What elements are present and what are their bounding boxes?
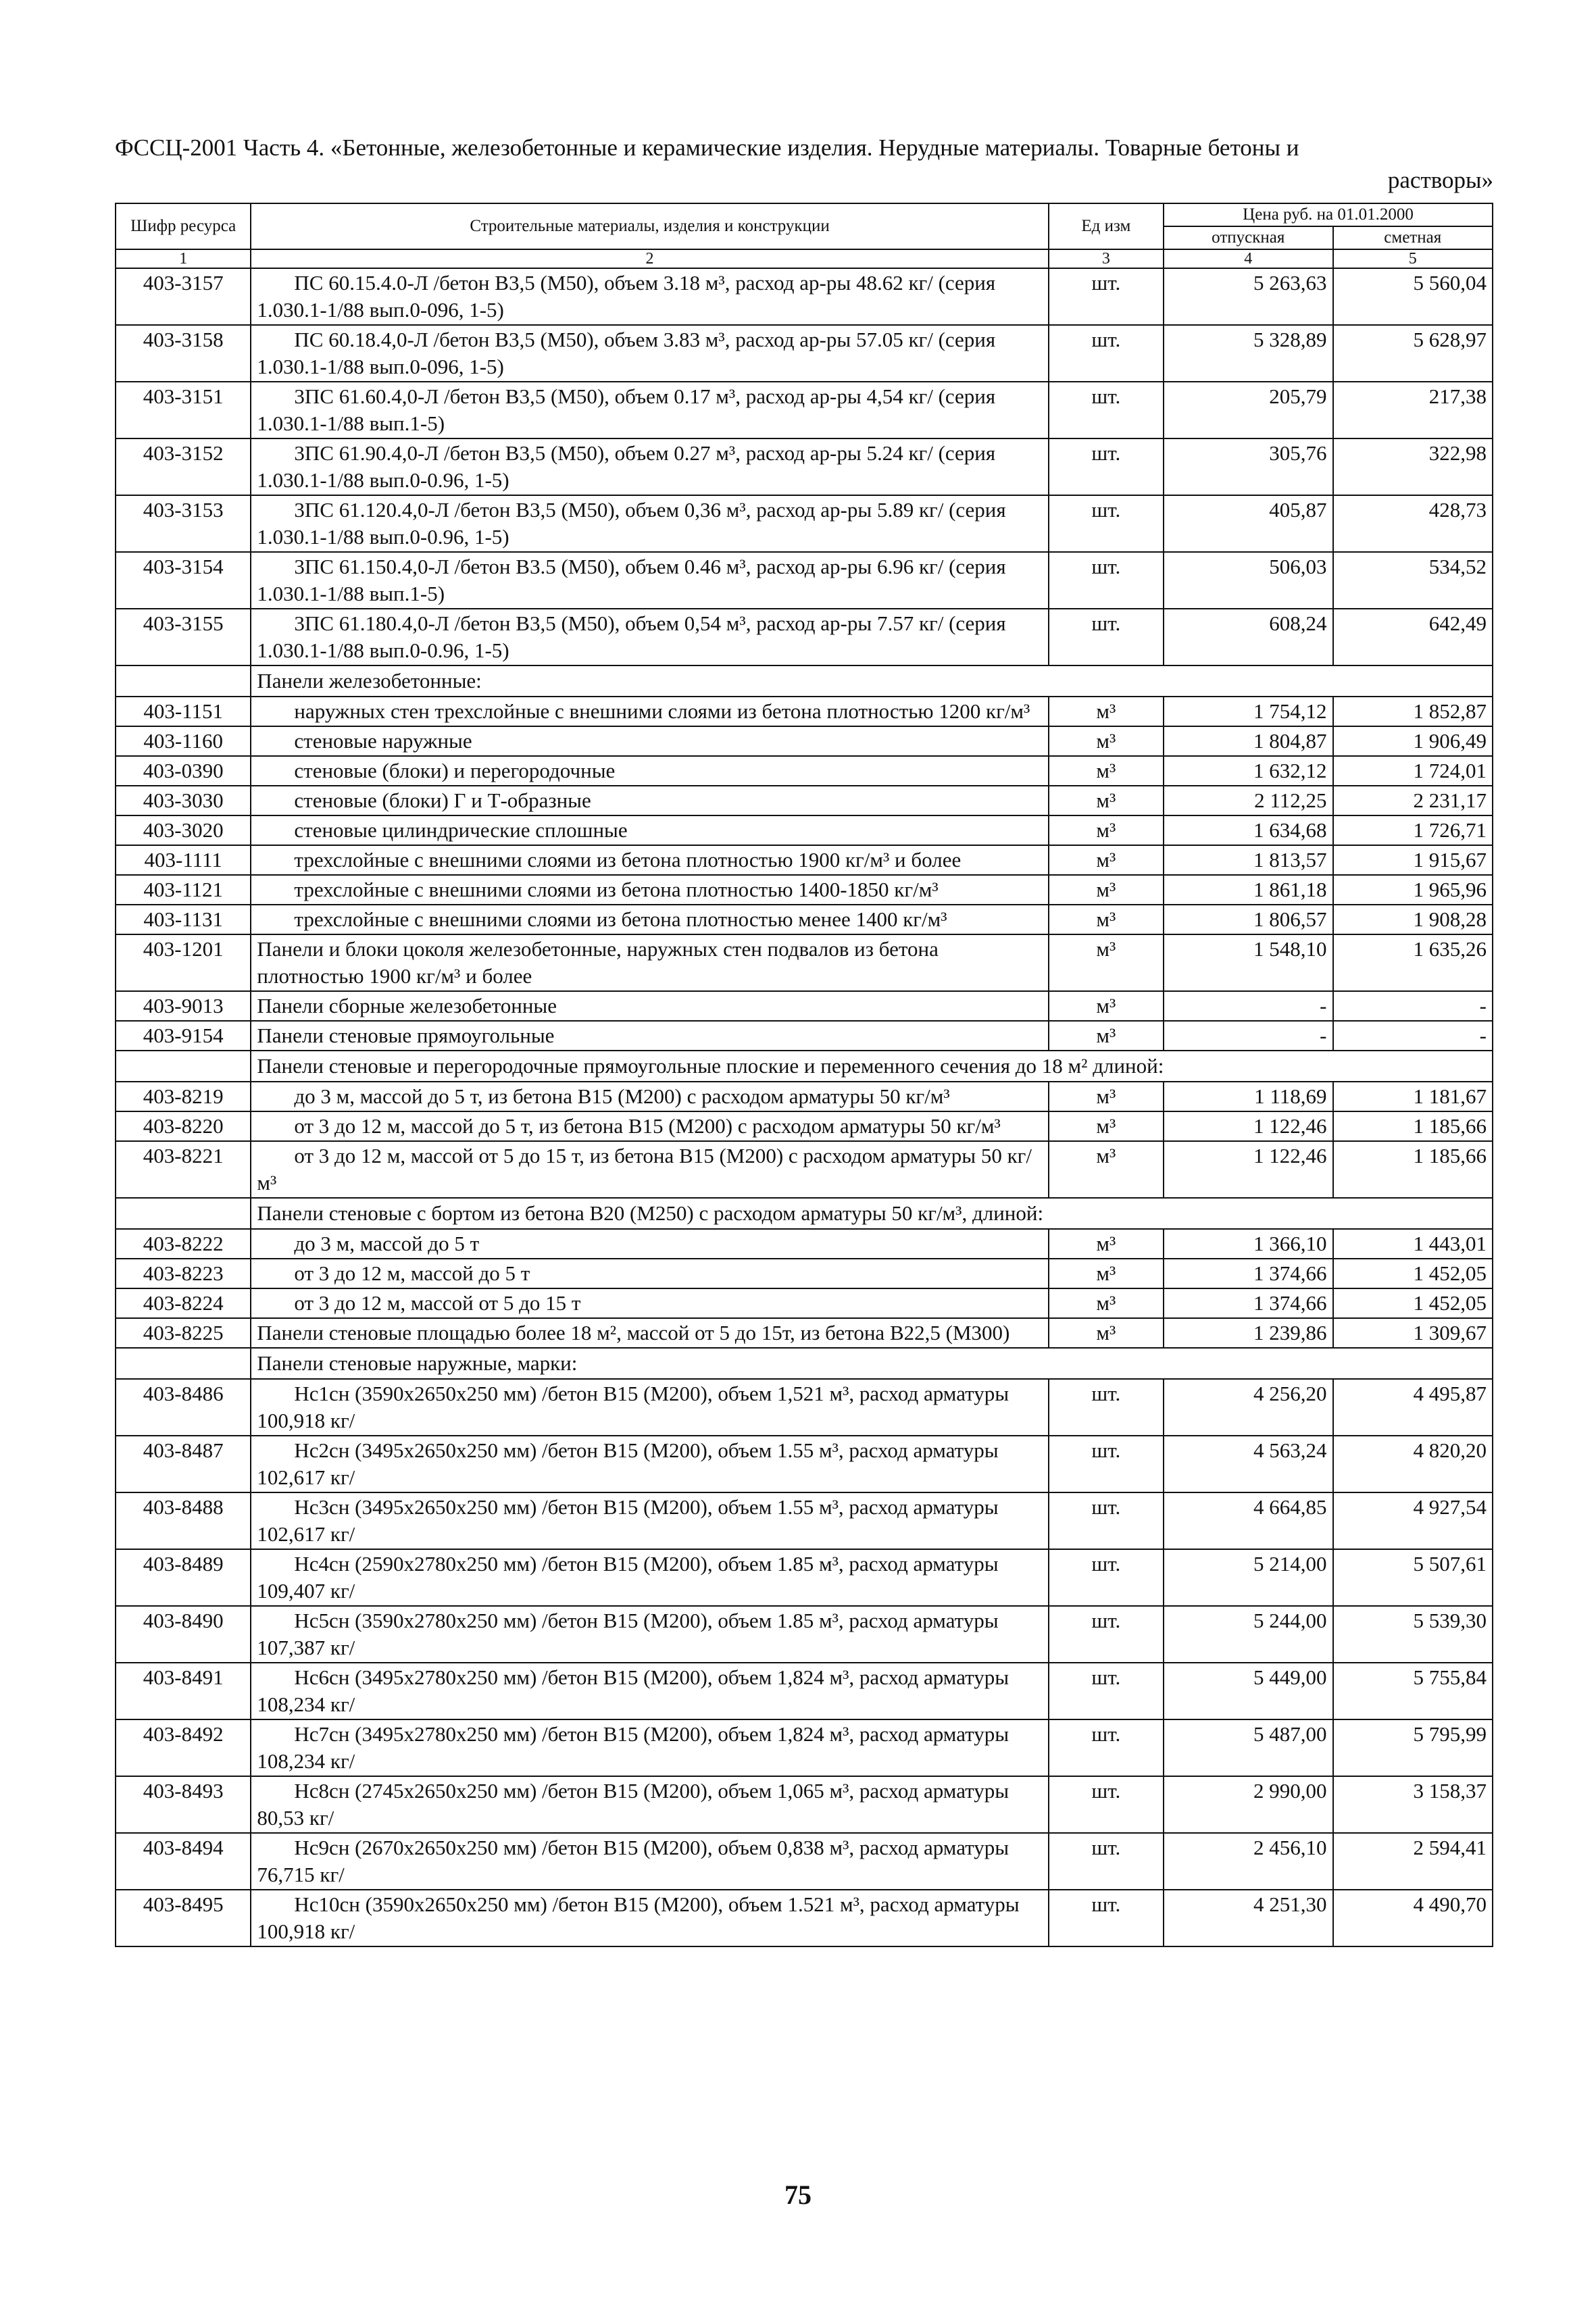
price-release-cell: 506,03	[1164, 552, 1332, 609]
price-release-cell: 4 563,24	[1164, 1436, 1332, 1492]
description-cell	[251, 934, 1048, 991]
unit-cell: м³	[1049, 934, 1164, 991]
price-estimate-cell: 4 495,87	[1333, 1379, 1493, 1436]
description-cell	[251, 1141, 1048, 1198]
table-row	[116, 991, 1493, 1021]
description-text: Нс5сн (3590х2780х250 мм) /бетон В15 (М200), объем 1.85 м³, расход арматуры 107,387 кг/	[257, 1609, 999, 1659]
resource-code: 403-8219	[116, 1082, 251, 1111]
resource-code: 403-8221	[116, 1141, 251, 1198]
resource-code: 403-8495	[116, 1890, 251, 1946]
unit-cell: шт.	[1049, 552, 1164, 609]
description-text: до 3 м, массой до 5 т, из бетона В15 (М200) с расходом арматуры 50 кг/м³	[294, 1084, 950, 1108]
unit-cell: шт.	[1049, 382, 1164, 438]
price-release-cell: 1 754,12	[1164, 697, 1332, 726]
description-cell	[251, 1318, 1048, 1348]
description-text: 3ПС 61.60.4,0-Л /бетон В3,5 (М50), объем 0.17 м³, расход ар-ры 4,54 кг/ (серия 1.030.1-1/88 вып.1-5)	[257, 384, 996, 435]
price-estimate-cell: 322,98	[1333, 438, 1493, 495]
header-price-estimate: сметная	[1333, 226, 1493, 249]
price-release-cell: 1 366,10	[1164, 1229, 1332, 1259]
description-text: от 3 до 12 м, массой до 5 т	[294, 1261, 530, 1285]
price-release-cell: 1 122,46	[1164, 1141, 1332, 1198]
table-row	[116, 905, 1493, 934]
resource-code: 403-9154	[116, 1021, 251, 1051]
description-cell	[251, 1549, 1048, 1606]
group-heading: Панели стеновые и перегородочные прямоугольные плоские и переменного сечения до 18 м² длиной:	[251, 1051, 1493, 1082]
description-cell	[251, 325, 1048, 382]
table-row	[116, 382, 1493, 438]
unit-cell: шт.	[1049, 325, 1164, 382]
price-release-cell: 1 374,66	[1164, 1259, 1332, 1288]
price-release-cell: 4 256,20	[1164, 1379, 1332, 1436]
table-row	[116, 1259, 1493, 1288]
price-release-cell: -	[1164, 991, 1332, 1021]
price-release-cell: -	[1164, 1021, 1332, 1051]
description-cell	[251, 756, 1048, 786]
description-text: Нс1сн (3590х2650х250 мм) /бетон В15 (М200), объем 1,521 м³, расход арматуры 100,918 кг/	[257, 1382, 1009, 1432]
unit-cell: шт.	[1049, 1549, 1164, 1606]
resource-code: 403-8490	[116, 1606, 251, 1663]
description-cell	[251, 1021, 1048, 1051]
price-estimate-cell: 5 628,97	[1333, 325, 1493, 382]
table-header-row	[116, 203, 1493, 226]
description-text: 3ПС 61.150.4,0-Л /бетон В3.5 (М50), объем 0.46 м³, расход ар-ры 6.96 кг/ (серия 1.030.1-1/88 вып.1-5)	[257, 555, 1006, 605]
price-estimate-cell: 1 309,67	[1333, 1318, 1493, 1348]
description-text: трехслойные с внешними слоями из бетона плотностью 1900 кг/м³ и более	[294, 848, 962, 872]
description-text: Нс4сн (2590х2780х250 мм) /бетон В15 (М200), объем 1.85 м³, расход арматуры 109,407 кг/	[257, 1552, 999, 1603]
price-release-cell: 1 861,18	[1164, 875, 1332, 905]
description-cell	[251, 1776, 1048, 1833]
price-release-cell: 4 251,30	[1164, 1890, 1332, 1946]
table-row	[116, 1288, 1493, 1318]
resource-code: 403-1131	[116, 905, 251, 934]
table-row	[116, 786, 1493, 815]
description-text: наружных стен трехслойные с внешними слоями из бетона плотностью 1200 кг/м³	[294, 699, 1030, 723]
header-unit: Ед изм	[1049, 203, 1164, 249]
price-release-cell: 5 244,00	[1164, 1606, 1332, 1663]
description-cell	[251, 1890, 1048, 1946]
price-estimate-cell: 5 560,04	[1333, 268, 1493, 325]
table-row	[116, 1890, 1493, 1946]
price-release-cell: 1 548,10	[1164, 934, 1332, 991]
description-text: ПС 60.18.4,0-Л /бетон В3,5 (М50), объем 3.83 м³, расход ар-ры 57.05 кг/ (серия 1.030.1-1/88 вып.0-096, 1-5)	[257, 328, 996, 378]
description-text: 3ПС 61.90.4,0-Л /бетон В3,5 (М50), объем 0.27 м³, расход ар-ры 5.24 кг/ (серия 1.030.1-1/88 вып.0-0.96, 1-5)	[257, 441, 996, 492]
table-body	[116, 268, 1493, 1946]
group-heading-row	[116, 1051, 1493, 1082]
table-row	[116, 1379, 1493, 1436]
header-description: Строительные материалы, изделия и конструкции	[251, 203, 1048, 249]
description-text: трехслойные с внешними слоями из бетона плотностью 1400-1850 кг/м³	[294, 878, 939, 901]
price-release-cell: 4 664,85	[1164, 1492, 1332, 1549]
price-release-cell: 1 122,46	[1164, 1111, 1332, 1141]
table-row	[116, 1436, 1493, 1492]
resource-code: 403-8494	[116, 1833, 251, 1890]
price-estimate-cell: 1 726,71	[1333, 815, 1493, 845]
unit-cell: шт.	[1049, 1719, 1164, 1776]
description-text: 3ПС 61.180.4,0-Л /бетон В3,5 (М50), объем 0,54 м³, расход ар-ры 7.57 кг/ (серия 1.030.1-1/88 вып.0-0.96, 1-5)	[257, 611, 1006, 662]
table-row	[116, 609, 1493, 665]
price-release-cell: 305,76	[1164, 438, 1332, 495]
column-number: 4	[1164, 249, 1332, 268]
table-row	[116, 1606, 1493, 1663]
description-cell	[251, 845, 1048, 875]
table-row	[116, 934, 1493, 991]
description-text: Нс6сн (3495х2780х250 мм) /бетон В15 (М200), объем 1,824 м³, расход арматуры 108,234 кг/	[257, 1665, 1009, 1716]
unit-cell: шт.	[1049, 1436, 1164, 1492]
description-cell	[251, 1111, 1048, 1141]
price-estimate-cell: 534,52	[1333, 552, 1493, 609]
price-release-cell: 5 449,00	[1164, 1663, 1332, 1719]
price-release-cell: 5 487,00	[1164, 1719, 1332, 1776]
table-row	[116, 815, 1493, 845]
unit-cell: шт.	[1049, 1776, 1164, 1833]
table-row	[116, 1776, 1493, 1833]
description-text: Панели и блоки цоколя железобетонные, наружных стен подвалов из бетона плотностью 1900 кг/м³ и более	[257, 937, 939, 988]
table-row	[116, 726, 1493, 756]
header-code: Шифр ресурса	[116, 203, 251, 249]
resource-code: 403-1160	[116, 726, 251, 756]
price-release-cell: 1 813,57	[1164, 845, 1332, 875]
description-cell	[251, 697, 1048, 726]
unit-cell: шт.	[1049, 1379, 1164, 1436]
description-cell	[251, 1436, 1048, 1492]
unit-cell: м³	[1049, 1021, 1164, 1051]
group-code-cell	[116, 1348, 251, 1379]
group-heading: Панели стеновые с бортом из бетона В20 (М250) с расходом арматуры 50 кг/м³, длиной:	[251, 1198, 1493, 1229]
group-heading-row	[116, 665, 1493, 697]
column-number: 5	[1333, 249, 1493, 268]
table-row	[116, 325, 1493, 382]
resource-code: 403-8224	[116, 1288, 251, 1318]
unit-cell: м³	[1049, 905, 1164, 934]
price-release-cell: 2 456,10	[1164, 1833, 1332, 1890]
price-estimate-cell: 1 852,87	[1333, 697, 1493, 726]
price-estimate-cell: 5 795,99	[1333, 1719, 1493, 1776]
price-estimate-cell: 5 507,61	[1333, 1549, 1493, 1606]
table-row	[116, 1663, 1493, 1719]
price-release-cell: 1 632,12	[1164, 756, 1332, 786]
description-text: стеновые наружные	[294, 729, 472, 753]
description-cell	[251, 1663, 1048, 1719]
table-row	[116, 1141, 1493, 1198]
resource-code: 403-1111	[116, 845, 251, 875]
unit-cell: шт.	[1049, 1833, 1164, 1890]
table-row	[116, 1492, 1493, 1549]
resource-code: 403-8486	[116, 1379, 251, 1436]
price-estimate-cell: 642,49	[1333, 609, 1493, 665]
price-estimate-cell: 2 231,17	[1333, 786, 1493, 815]
description-cell	[251, 552, 1048, 609]
unit-cell: м³	[1049, 786, 1164, 815]
group-code-cell	[116, 1198, 251, 1229]
description-cell	[251, 268, 1048, 325]
price-estimate-cell: 3 158,37	[1333, 1776, 1493, 1833]
resource-code: 403-3030	[116, 786, 251, 815]
resource-code: 403-8491	[116, 1663, 251, 1719]
price-release-cell: 608,24	[1164, 609, 1332, 665]
unit-cell: м³	[1049, 1318, 1164, 1348]
description-cell	[251, 786, 1048, 815]
description-text: Нс10сн (3590х2650х250 мм) /бетон В15 (М200), объем 1.521 м³, расход арматуры 100,918 кг/	[257, 1892, 1020, 1943]
price-estimate-cell: -	[1333, 991, 1493, 1021]
description-cell	[251, 438, 1048, 495]
unit-cell: м³	[1049, 845, 1164, 875]
resource-code: 403-8492	[116, 1719, 251, 1776]
column-number: 3	[1049, 249, 1164, 268]
unit-cell: м³	[1049, 1288, 1164, 1318]
price-release-cell: 1 806,57	[1164, 905, 1332, 934]
unit-cell: м³	[1049, 1141, 1164, 1198]
price-estimate-cell: 1 915,67	[1333, 845, 1493, 875]
price-release-cell: 5 328,89	[1164, 325, 1332, 382]
resource-code: 403-8223	[116, 1259, 251, 1288]
price-estimate-cell: 217,38	[1333, 382, 1493, 438]
document-header	[115, 132, 1493, 197]
description-cell	[251, 875, 1048, 905]
resource-code: 403-3151	[116, 382, 251, 438]
price-release-cell: 1 374,66	[1164, 1288, 1332, 1318]
description-text: Нс3сн (3495х2650х250 мм) /бетон В15 (М200), объем 1.55 м³, расход арматуры 102,617 кг/	[257, 1495, 999, 1546]
table-row	[116, 268, 1493, 325]
price-estimate-cell: 4 490,70	[1333, 1890, 1493, 1946]
price-table	[115, 203, 1493, 1947]
description-cell	[251, 1719, 1048, 1776]
resource-code: 403-3157	[116, 268, 251, 325]
resource-code: 403-3158	[116, 325, 251, 382]
description-text: до 3 м, массой до 5 т	[294, 1232, 480, 1255]
table-row	[116, 756, 1493, 786]
resource-code: 403-1201	[116, 934, 251, 991]
description-text: от 3 до 12 м, массой от 5 до 15 т	[294, 1291, 581, 1315]
resource-code: 403-8493	[116, 1776, 251, 1833]
unit-cell: шт.	[1049, 268, 1164, 325]
price-release-cell: 2 990,00	[1164, 1776, 1332, 1833]
price-release-cell: 1 634,68	[1164, 815, 1332, 845]
description-text: стеновые (блоки) и перегородочные	[294, 759, 616, 782]
header-title-line2: растворы»	[1387, 167, 1493, 193]
column-number: 1	[116, 249, 251, 268]
table-row	[116, 1833, 1493, 1890]
resource-code: 403-3154	[116, 552, 251, 609]
price-estimate-cell: 428,73	[1333, 495, 1493, 552]
group-heading: Панели стеновые наружные, марки:	[251, 1348, 1493, 1379]
header-price-group: Цена руб. на 01.01.2000	[1164, 203, 1493, 226]
description-cell	[251, 726, 1048, 756]
group-code-cell	[116, 1051, 251, 1082]
resource-code: 403-9013	[116, 991, 251, 1021]
price-release-cell: 1 118,69	[1164, 1082, 1332, 1111]
description-cell	[251, 1082, 1048, 1111]
unit-cell: шт.	[1049, 1606, 1164, 1663]
column-number-row	[116, 249, 1493, 268]
table-row	[116, 1719, 1493, 1776]
unit-cell: м³	[1049, 875, 1164, 905]
resource-code: 403-3020	[116, 815, 251, 845]
resource-code: 403-1121	[116, 875, 251, 905]
price-estimate-cell: 1 181,67	[1333, 1082, 1493, 1111]
table-row	[116, 1021, 1493, 1051]
price-release-cell: 5 214,00	[1164, 1549, 1332, 1606]
price-estimate-cell: 1 452,05	[1333, 1288, 1493, 1318]
price-release-cell: 5 263,63	[1164, 268, 1332, 325]
description-text: Панели сборные железобетонные	[257, 994, 557, 1017]
unit-cell: м³	[1049, 815, 1164, 845]
unit-cell: шт.	[1049, 609, 1164, 665]
unit-cell: м³	[1049, 1082, 1164, 1111]
description-text: 3ПС 61.120.4,0-Л /бетон В3,5 (М50), объем 0,36 м³, расход ар-ры 5.89 кг/ (серия 1.030.1-1/88 вып.0-0.96, 1-5)	[257, 498, 1006, 549]
table-row	[116, 697, 1493, 726]
description-cell	[251, 1833, 1048, 1890]
price-estimate-cell: 5 539,30	[1333, 1606, 1493, 1663]
description-cell	[251, 1259, 1048, 1288]
table-row	[116, 552, 1493, 609]
description-text: Панели стеновые площадью более 18 м², массой от 5 до 15т, из бетона В22,5 (М300)	[257, 1321, 1010, 1344]
table-row	[116, 495, 1493, 552]
resource-code: 403-8488	[116, 1492, 251, 1549]
price-estimate-cell: -	[1333, 1021, 1493, 1051]
description-text: Панели стеновые прямоугольные	[257, 1024, 555, 1047]
table-row	[116, 875, 1493, 905]
price-release-cell: 405,87	[1164, 495, 1332, 552]
resource-code: 403-8487	[116, 1436, 251, 1492]
resource-code: 403-8222	[116, 1229, 251, 1259]
description-text: от 3 до 12 м, массой до 5 т, из бетона В15 (М200) с расходом арматуры 50 кг/м³	[294, 1114, 1001, 1138]
price-estimate-cell: 5 755,84	[1333, 1663, 1493, 1719]
description-cell	[251, 815, 1048, 845]
header-title-line1: ФССЦ-2001 Часть 4. «Бетонные, железобетонные и керамические изделия. Нерудные материалы. Товарные бетоны и	[115, 134, 1299, 161]
column-number: 2	[251, 249, 1048, 268]
table-row	[116, 1549, 1493, 1606]
price-estimate-cell: 2 594,41	[1333, 1833, 1493, 1890]
description-cell	[251, 1606, 1048, 1663]
price-estimate-cell: 1 443,01	[1333, 1229, 1493, 1259]
price-release-cell: 2 112,25	[1164, 786, 1332, 815]
description-text: трехслойные с внешними слоями из бетона плотностью менее 1400 кг/м³	[294, 907, 947, 931]
description-text: Нс8сн (2745х2650х250 мм) /бетон В15 (М200), объем 1,065 м³, расход арматуры 80,53 кг/	[257, 1779, 1009, 1830]
unit-cell: м³	[1049, 756, 1164, 786]
resource-code: 403-3153	[116, 495, 251, 552]
price-release-cell: 1 804,87	[1164, 726, 1332, 756]
description-text: Нс9сн (2670х2650х250 мм) /бетон В15 (М200), объем 0,838 м³, расход арматуры 76,715 кг/	[257, 1836, 1009, 1886]
unit-cell: шт.	[1049, 1663, 1164, 1719]
description-text: ПС 60.15.4.0-Л /бетон В3,5 (М50), объем 3.18 м³, расход ар-ры 48.62 кг/ (серия 1.030.1-1/88 вып.0-096, 1-5)	[257, 271, 996, 322]
description-text: Нс2сн (3495х2650х250 мм) /бетон В15 (М200), объем 1.55 м³, расход арматуры 102,617 кг/	[257, 1438, 999, 1489]
resource-code: 403-3152	[116, 438, 251, 495]
unit-cell: м³	[1049, 697, 1164, 726]
description-cell	[251, 1288, 1048, 1318]
table-row	[116, 1082, 1493, 1111]
price-estimate-cell: 1 185,66	[1333, 1141, 1493, 1198]
table-row	[116, 1229, 1493, 1259]
description-cell	[251, 905, 1048, 934]
description-cell	[251, 1379, 1048, 1436]
group-heading-row	[116, 1198, 1493, 1229]
price-estimate-cell: 1 635,26	[1333, 934, 1493, 991]
table-row	[116, 438, 1493, 495]
group-code-cell	[116, 665, 251, 697]
price-estimate-cell: 1 452,05	[1333, 1259, 1493, 1288]
price-release-cell: 205,79	[1164, 382, 1332, 438]
unit-cell: м³	[1049, 991, 1164, 1021]
page-number: 75	[784, 2180, 812, 2210]
description-text: Нс7сн (3495х2780х250 мм) /бетон В15 (М200), объем 1,824 м³, расход арматуры 108,234 кг/	[257, 1722, 1009, 1773]
price-estimate-cell: 1 906,49	[1333, 726, 1493, 756]
price-estimate-cell: 1 724,01	[1333, 756, 1493, 786]
price-release-cell: 1 239,86	[1164, 1318, 1332, 1348]
table-row	[116, 845, 1493, 875]
unit-cell: м³	[1049, 726, 1164, 756]
description-text: стеновые цилиндрические сплошные	[294, 818, 628, 842]
price-estimate-cell: 1 908,28	[1333, 905, 1493, 934]
price-estimate-cell: 1 185,66	[1333, 1111, 1493, 1141]
group-heading-row	[116, 1348, 1493, 1379]
resource-code: 403-8220	[116, 1111, 251, 1141]
unit-cell: м³	[1049, 1229, 1164, 1259]
resource-code: 403-8489	[116, 1549, 251, 1606]
description-cell	[251, 609, 1048, 665]
price-estimate-cell: 1 965,96	[1333, 875, 1493, 905]
table-row	[116, 1318, 1493, 1348]
unit-cell: м³	[1049, 1111, 1164, 1141]
unit-cell: шт.	[1049, 1492, 1164, 1549]
resource-code: 403-0390	[116, 756, 251, 786]
unit-cell: шт.	[1049, 495, 1164, 552]
group-heading: Панели железобетонные:	[251, 665, 1493, 697]
description-cell	[251, 991, 1048, 1021]
resource-code: 403-8225	[116, 1318, 251, 1348]
unit-cell: шт.	[1049, 1890, 1164, 1946]
description-cell	[251, 1229, 1048, 1259]
description-cell	[251, 382, 1048, 438]
resource-code: 403-3155	[116, 609, 251, 665]
unit-cell: м³	[1049, 1259, 1164, 1288]
table-row	[116, 1111, 1493, 1141]
header-price-release: отпускная	[1164, 226, 1332, 249]
price-estimate-cell: 4 820,20	[1333, 1436, 1493, 1492]
description-text: стеновые (блоки) Г и Т-образные	[294, 788, 591, 812]
description-cell	[251, 495, 1048, 552]
unit-cell: шт.	[1049, 438, 1164, 495]
resource-code: 403-1151	[116, 697, 251, 726]
price-estimate-cell: 4 927,54	[1333, 1492, 1493, 1549]
description-text: от 3 до 12 м, массой от 5 до 15 т, из бетона В15 (М200) с расходом арматуры 50 кг/м³	[257, 1144, 1032, 1194]
description-cell	[251, 1492, 1048, 1549]
